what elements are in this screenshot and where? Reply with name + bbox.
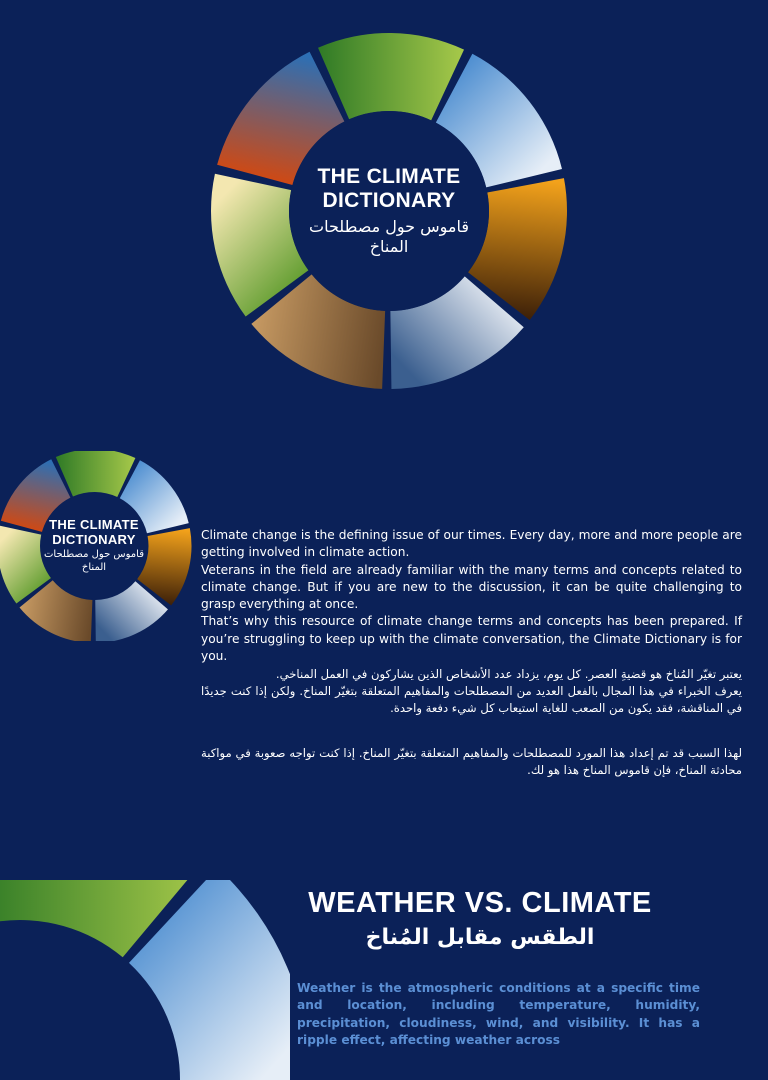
section-title-en: WEATHER VS. CLIMATE	[308, 887, 652, 919]
intro-en-paragraph: Climate change is the defining issue of our times. Every day, more and more people are getting involved in climate action.	[201, 528, 742, 560]
intro-en-paragraph: Veterans in the field are already familiar with the many terms and concepts related to climate change. But if you are new to the discussion, it can be quite challenging to grasp everything at once.	[201, 562, 742, 612]
intro-ar-paragraph: يعتبر تغيّر المُناخ هو قضيةِ العصر. كل يوم، يزداد عدد الأشخاص الذين يشاركون في العمل المناخي.	[275, 667, 742, 681]
photo-segment-forest-canopy	[318, 33, 464, 120]
intro-ar-paragraph: لهذا السبب قد تم إعداد هذا المورد للمصطلحات والمفاهيم المتعلقة بتغيّر المناخ. إذا كنت تواجه صعوبة في مواكبة محادثة المناخ، فإن قاموس المناخ هذا هو لك.	[201, 746, 742, 777]
section-title-ar: الطقس مقابل المُناخ	[365, 925, 595, 950]
cover-title-en: THE CLIMATE DICTIONARY	[317, 164, 461, 212]
badge-title-disc	[40, 493, 148, 599]
intro-en-paragraph: That’s why this resource of climate change terms and concepts has been prepared. If you’re struggling to keep up with the climate conversation, the Climate Dictionary is for you.	[201, 614, 742, 664]
weather-definition: Weather is the atmospheric conditions at a specific time and location, including temperature, humidity, precipitation, cloudiness, wind, and visibility. It has a ripple effect, affecting weather across	[297, 981, 700, 1047]
photo-segments	[0, 880, 290, 1080]
cover-title-ar: قاموس حول مصطلحات المناخ	[309, 217, 469, 257]
photo-segment-forest-canopy	[56, 451, 136, 497]
intro-arabic-closing	[201, 745, 742, 779]
badge-photo-wheel	[0, 451, 192, 641]
cover-photo-wheel	[211, 33, 567, 389]
cover-title-disc	[289, 111, 489, 311]
intro-ar-paragraph: يعرف الخبراء في هذا المجال بالفعل العديد من المصطلحات والمفاهيم المتعلقة بتغيّر المناخ. ولكن إذا كنت جديدًا في المناقشة، فقد يكون من الصعب للغاية استيعاب كل شيء دفعة واحدة.	[201, 684, 742, 715]
badge-title-en: THE CLIMATE DICTIONARY	[49, 516, 139, 547]
section-photo-wheel	[0, 880, 290, 1080]
intro-arabic	[201, 666, 742, 717]
badge-title-ar: قاموس حول مصطلحات المناخ	[44, 549, 144, 573]
intro-english	[201, 527, 742, 665]
